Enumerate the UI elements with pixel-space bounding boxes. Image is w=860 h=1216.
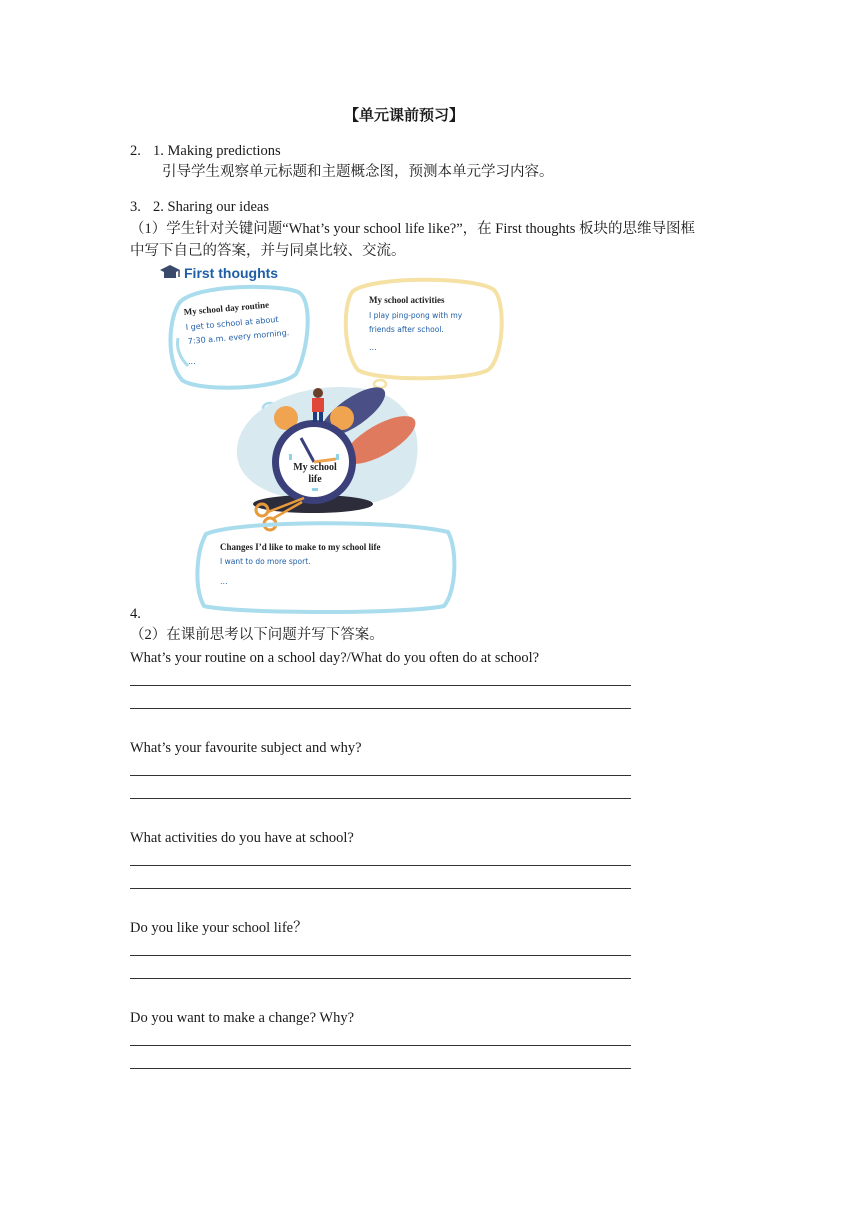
section-body: （2）在课前思考以下问题并写下答案。 [130,627,384,643]
answer-line[interactable] [130,708,631,709]
question-text: What’s your routine on a school day?/What do you often do at school? [130,650,540,666]
section-heading: 1. Making predictions [153,143,281,159]
answer-line[interactable] [130,955,631,956]
item-number: 2. [130,143,141,159]
activities-title: My school activities [369,295,445,305]
routine-line: 7:30 a.m. every morning. [187,328,290,346]
answer-line[interactable] [130,865,631,866]
routine-line: I get to school at about [185,314,279,332]
answer-line[interactable] [130,978,631,979]
changes-more: ... [220,577,228,586]
question-text: Do you like your school life？ [130,920,308,936]
question-text: Do you want to make a change? Why? [130,1010,354,1026]
changes-title: Changes I’d like to make to my school life [220,542,381,552]
clock-label: life [308,474,322,485]
section-body: 引导学生观察单元标题和主题概念图，预测本单元学习内容。 [162,164,554,180]
item-number: 4. [130,606,141,622]
mind-map-illustration [158,262,508,614]
first-thoughts-figure [158,262,508,614]
section-body: 中写下自己的答案，并与同桌比较、交流。 [130,243,406,259]
section-heading: 2. Sharing our ideas [153,199,269,215]
answer-line[interactable] [130,888,631,889]
answer-line[interactable] [130,685,631,686]
activities-line: I play ping-pong with my [369,311,463,320]
page-title: 【单元课前预习】 [344,108,465,124]
changes-line: I want to do more sport. [220,557,311,566]
answer-line[interactable] [130,798,631,799]
activities-more: ... [369,343,377,352]
answer-line[interactable] [130,1068,631,1069]
answer-line[interactable] [130,1045,631,1046]
graduation-cap-icon [160,265,180,278]
routine-title: My school day routine [183,299,270,317]
activities-line: friends after school. [369,325,444,334]
figure-header: First thoughts [184,265,279,281]
item-number: 3. [130,199,141,215]
section-body: （1）学生针对关键问题“What’s your school life like?”，在 First thoughts 板块的思维导图框 [130,221,696,237]
clock-label: My school [293,462,337,473]
answer-line[interactable] [130,775,631,776]
changes-bubble-outline [197,523,454,612]
question-text: What activities do you have at school? [130,830,354,846]
routine-more: ... [188,357,196,366]
question-text: What’s your favourite subject and why? [130,740,362,756]
